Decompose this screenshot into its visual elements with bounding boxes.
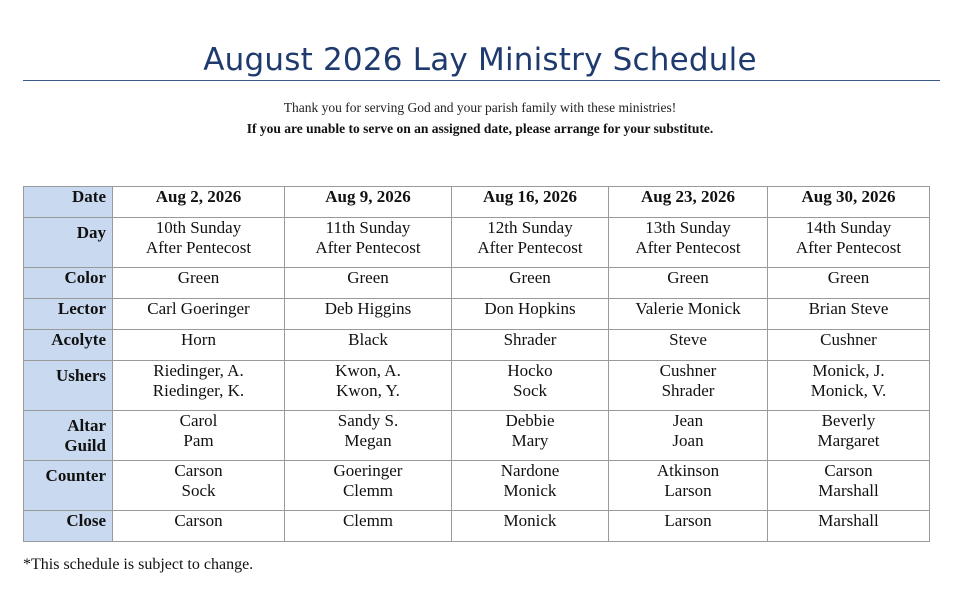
counter-cell-line: Larson: [664, 481, 712, 500]
day-cell-line: After Pentecost: [635, 238, 741, 257]
counter-cell: [768, 461, 930, 511]
day-cell-line: After Pentecost: [795, 238, 902, 257]
counter-cell-line: Monick: [503, 481, 557, 500]
counter-cell-line: Atkinson: [656, 461, 720, 480]
counter-cell-line: Goeringer: [333, 461, 403, 480]
ushers-cell-line: Monick, V.: [810, 381, 887, 400]
day-row: [24, 218, 930, 268]
counter-cell-line: Sock: [181, 481, 216, 500]
close-cell: Clemm: [285, 511, 452, 542]
altar-guild-cell: [113, 411, 285, 461]
counter-cell-line: Marshall: [818, 481, 879, 500]
ushers-cell: [768, 361, 930, 411]
footnote: *This schedule is subject to change.: [23, 556, 254, 573]
row-label-altar-guild-line: Guild: [64, 436, 106, 455]
close-cell: Larson: [609, 511, 768, 542]
counter-row: [24, 461, 930, 511]
altar-guild-cell-line: Carol: [179, 411, 218, 430]
row-label-altar-guild-line: Altar: [67, 416, 106, 435]
altar-guild-cell-line: Jean: [672, 411, 704, 430]
acolyte-cell: Horn: [113, 330, 285, 361]
counter-cell: [609, 461, 768, 511]
color-cell: Green: [113, 268, 285, 299]
page-title: August 2026 Lay Ministry Schedule: [203, 42, 757, 78]
row-label-ushers: Ushers: [24, 361, 113, 411]
close-cell: Monick: [452, 511, 609, 542]
date-header: Aug 2, 2026: [113, 187, 285, 218]
row-label-date: Date: [24, 187, 113, 218]
schedule-table: [23, 186, 930, 542]
close-cell: Marshall: [768, 511, 930, 542]
altar-guild-cell-line: Debbie: [505, 411, 555, 430]
title-rule: [23, 80, 940, 81]
counter-cell-line: Clemm: [342, 481, 394, 500]
altar-guild-cell: [285, 411, 452, 461]
row-label-lector: Lector: [24, 299, 113, 330]
date-row: [24, 187, 930, 218]
day-cell-line: 13th Sunday: [645, 218, 731, 237]
lector-cell: Brian Steve: [768, 299, 930, 330]
close-row: [24, 511, 930, 542]
acolyte-row: [24, 330, 930, 361]
row-label-color: Color: [24, 268, 113, 299]
lector-cell: Valerie Monick: [609, 299, 768, 330]
altar-guild-cell-line: Beverly: [821, 411, 876, 430]
altar-guild-cell: [609, 411, 768, 461]
color-cell: Green: [609, 268, 768, 299]
thanks-note: Thank you for serving God and your parish family with these ministries!: [283, 100, 677, 115]
ushers-cell: [609, 361, 768, 411]
day-cell-line: 12th Sunday: [487, 218, 573, 237]
ushers-cell-line: Kwon, A.: [335, 361, 401, 380]
ushers-cell-line: Riedinger, A.: [153, 361, 244, 380]
ushers-cell-line: Cushner: [659, 361, 717, 380]
ushers-cell-line: Kwon, Y.: [336, 381, 400, 400]
ushers-cell: [452, 361, 609, 411]
altar-guild-cell: [768, 411, 930, 461]
day-cell: [113, 218, 285, 268]
altar-guild-row: [24, 411, 930, 461]
row-label-close: Close: [24, 511, 113, 542]
row-label-counter: Counter: [24, 461, 113, 511]
date-header: Aug 9, 2026: [285, 187, 452, 218]
acolyte-cell: Cushner: [768, 330, 930, 361]
day-cell-line: After Pentecost: [477, 238, 583, 257]
row-label-acolyte: Acolyte: [24, 330, 113, 361]
day-cell: [768, 218, 930, 268]
day-cell: [285, 218, 452, 268]
ushers-cell: [285, 361, 452, 411]
counter-cell: [285, 461, 452, 511]
counter-cell: [113, 461, 285, 511]
ushers-cell-line: Riedinger, K.: [152, 381, 245, 400]
altar-guild-cell: [452, 411, 609, 461]
color-cell: Green: [768, 268, 930, 299]
lector-cell: Carl Goeringer: [113, 299, 285, 330]
altar-guild-cell-line: Megan: [344, 431, 392, 450]
day-cell-line: 11th Sunday: [325, 218, 411, 237]
date-header: Aug 30, 2026: [768, 187, 930, 218]
color-cell: Green: [285, 268, 452, 299]
day-cell-line: 10th Sunday: [155, 218, 242, 237]
altar-guild-cell-line: Margaret: [817, 431, 880, 450]
substitute-note: If you are unable to serve on an assigned date, please arrange for your substitute.: [246, 121, 714, 136]
counter-cell: [452, 461, 609, 511]
color-cell: Green: [452, 268, 609, 299]
ushers-row: [24, 361, 930, 411]
day-cell-line: After Pentecost: [315, 238, 421, 257]
ushers-cell-line: Hocko: [507, 361, 553, 380]
altar-guild-cell-line: Mary: [511, 431, 549, 450]
row-label-day: Day: [24, 218, 113, 268]
lector-row: [24, 299, 930, 330]
acolyte-cell: Black: [285, 330, 452, 361]
close-cell: Carson: [113, 511, 285, 542]
ushers-cell-line: Shrader: [661, 381, 715, 400]
altar-guild-cell-line: Sandy S.: [337, 411, 399, 430]
ushers-cell: [113, 361, 285, 411]
day-cell: [609, 218, 768, 268]
acolyte-cell: Steve: [609, 330, 768, 361]
date-header: Aug 16, 2026: [452, 187, 609, 218]
lector-cell: Don Hopkins: [452, 299, 609, 330]
lector-cell: Deb Higgins: [285, 299, 452, 330]
acolyte-cell: Shrader: [452, 330, 609, 361]
ushers-cell-line: Monick, J.: [812, 361, 885, 380]
date-header: Aug 23, 2026: [609, 187, 768, 218]
counter-cell-line: Carson: [824, 461, 873, 480]
color-row: [24, 268, 930, 299]
row-label-altar-guild: [24, 411, 113, 461]
altar-guild-cell-line: Pam: [183, 431, 214, 450]
day-cell-line: 14th Sunday: [805, 218, 892, 237]
counter-cell-line: Carson: [174, 461, 223, 480]
day-cell-line: After Pentecost: [145, 238, 252, 257]
ushers-cell-line: Sock: [513, 381, 547, 400]
counter-cell-line: Nardone: [500, 461, 560, 480]
altar-guild-cell-line: Joan: [672, 431, 704, 450]
day-cell: [452, 218, 609, 268]
